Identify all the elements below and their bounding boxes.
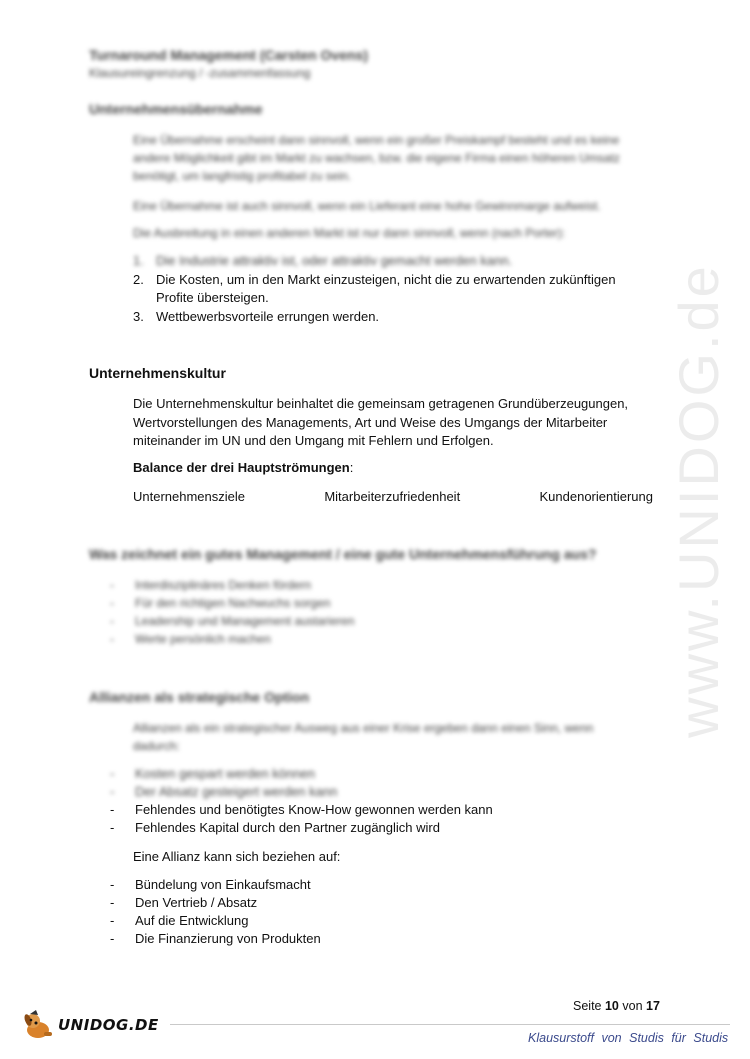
management-heading: Was zeichnet ein gutes Management / eine gute Unternehmensführung aus? xyxy=(89,546,597,562)
alliances-heading: Allianzen als strategische Option xyxy=(89,689,310,705)
list-text: Den Vertrieb / Absatz xyxy=(135,895,258,910)
list-text: Kosten gespart werden können xyxy=(135,766,315,781)
page-indicator xyxy=(573,999,660,1013)
list-text: Werte persönlich machen xyxy=(135,632,271,646)
porter-list xyxy=(133,252,656,326)
balance-item: Kundenorientierung xyxy=(539,489,653,504)
list-item xyxy=(110,894,615,912)
list-text: Bündelung von Einkaufsmacht xyxy=(135,877,311,892)
list-text: Fehlendes Kapital durch den Partner zugänglich wird xyxy=(135,820,440,835)
takeover-heading: Unternehmensübernahme xyxy=(89,101,263,117)
page-prefix: Seite xyxy=(573,999,602,1013)
alliances-list xyxy=(110,765,615,837)
list-text: Leadership und Management austarieren xyxy=(135,614,355,628)
list-item xyxy=(110,630,535,648)
culture-paragraph: Die Unternehmenskultur beinhaltet die gemeinsam getragenen Grundüberzeugungen, Wertvorstellungen des Managements, Art und Weise des Umgangs der Mitarbeiter miteinander im UN und den Umgang mit Fehlern und Erfolgen. xyxy=(133,396,629,448)
watermark xyxy=(638,262,750,738)
alliance-relation-intro: Eine Allianz kann sich beziehen auf: xyxy=(133,849,341,864)
list-item xyxy=(110,801,615,819)
list-item xyxy=(110,930,615,948)
balance-items xyxy=(133,489,653,504)
list-text: Die Industrie attraktiv ist, oder attraktiv gemacht werden kann. xyxy=(156,253,513,268)
balance-label: Balance der drei Hauptströmungen xyxy=(133,460,350,475)
takeover-paragraph-1: Eine Übernahme erscheint dann sinnvoll, wenn ein großer Preiskampf besteht und es keine andere Möglichkeit gibt im Markt zu wachsen, bzw. die eigene Firma einen höheren Umsatz benötigt, um langfristig profitabel zu sein. xyxy=(133,133,620,183)
dog-mascot-icon xyxy=(22,1010,56,1040)
list-number: 2. xyxy=(133,272,144,287)
watermark-text: www.UNIDOG.de xyxy=(666,262,730,738)
balance-colon: : xyxy=(349,460,354,475)
culture-heading: Unternehmenskultur xyxy=(89,365,226,381)
unidog-logo xyxy=(22,1010,159,1040)
list-item xyxy=(110,594,535,612)
dash-bullet: - xyxy=(110,784,115,799)
page-separator: von xyxy=(622,999,643,1013)
list-text: Fehlendes und benötigtes Know-How gewonnen werden kann xyxy=(135,802,493,817)
dash-bullet: - xyxy=(110,802,115,817)
document-title: Turnaround Management (Carsten Ovens) xyxy=(89,47,369,63)
dash-bullet: - xyxy=(110,614,114,628)
dash-bullet: - xyxy=(110,578,114,592)
porter-list-item xyxy=(133,308,656,326)
dash-bullet: - xyxy=(110,632,114,646)
list-text: Für den richtigen Nachwuchs sorgen xyxy=(135,596,331,610)
takeover-paragraph-3: Die Ausbreitung in einen anderen Markt ist nur dann sinnvoll, wenn (nach Porter): xyxy=(133,226,566,240)
logo-text: UNIDOG.DE xyxy=(58,1016,159,1034)
list-text: Auf die Entwicklung xyxy=(135,913,249,928)
dash-bullet: - xyxy=(110,820,115,835)
alliance-relation-list xyxy=(110,876,615,948)
list-item xyxy=(110,876,615,894)
footer-tagline: Klausurstoff von Studis für Studis xyxy=(528,1031,729,1045)
list-item xyxy=(110,783,615,801)
list-number: 1. xyxy=(133,253,144,268)
dash-bullet: - xyxy=(110,877,115,892)
dash-bullet: - xyxy=(110,766,115,781)
balance-item: Unternehmensziele xyxy=(133,489,246,504)
list-text: Die Finanzierung von Produkten xyxy=(135,931,321,946)
list-text: Interdisziplinäres Denken fördern xyxy=(135,578,312,592)
list-text: Der Absatz gesteigert werden kann xyxy=(135,784,338,799)
list-text: Wettbewerbsvorteile errungen werden. xyxy=(156,309,380,324)
dash-bullet: - xyxy=(110,895,115,910)
dash-bullet: - xyxy=(110,931,115,946)
list-item xyxy=(110,819,615,837)
document-subtitle: Klausureingrenzung / -zusammenfassung xyxy=(89,66,311,80)
porter-list-item xyxy=(133,252,656,270)
footer-divider xyxy=(170,1024,730,1025)
porter-list-item xyxy=(133,271,656,307)
page-current: 10 xyxy=(604,999,619,1013)
dash-bullet: - xyxy=(110,913,115,928)
dash-bullet: - xyxy=(110,596,114,610)
balance-item: Mitarbeiterzufriedenheit xyxy=(324,489,461,504)
list-item xyxy=(110,912,615,930)
list-text: Die Kosten, um in den Markt einzusteigen, nicht die zu erwartenden zukünftigen Profite übersteigen. xyxy=(156,272,616,305)
alliances-intro: Allianzen als ein strategischer Ausweg aus einer Krise ergeben dann einen Sinn, wenn dadurch: xyxy=(133,721,594,753)
list-number: 3. xyxy=(133,309,144,324)
page-total: 17 xyxy=(646,999,660,1013)
list-item xyxy=(110,576,535,594)
balance-line xyxy=(133,460,353,475)
takeover-paragraph-2: Eine Übernahme ist auch sinnvoll, wenn ein Lieferant eine hohe Gewinnmarge aufweist. xyxy=(133,199,601,213)
management-list xyxy=(110,576,535,648)
list-item xyxy=(110,612,535,630)
list-item xyxy=(110,765,615,783)
